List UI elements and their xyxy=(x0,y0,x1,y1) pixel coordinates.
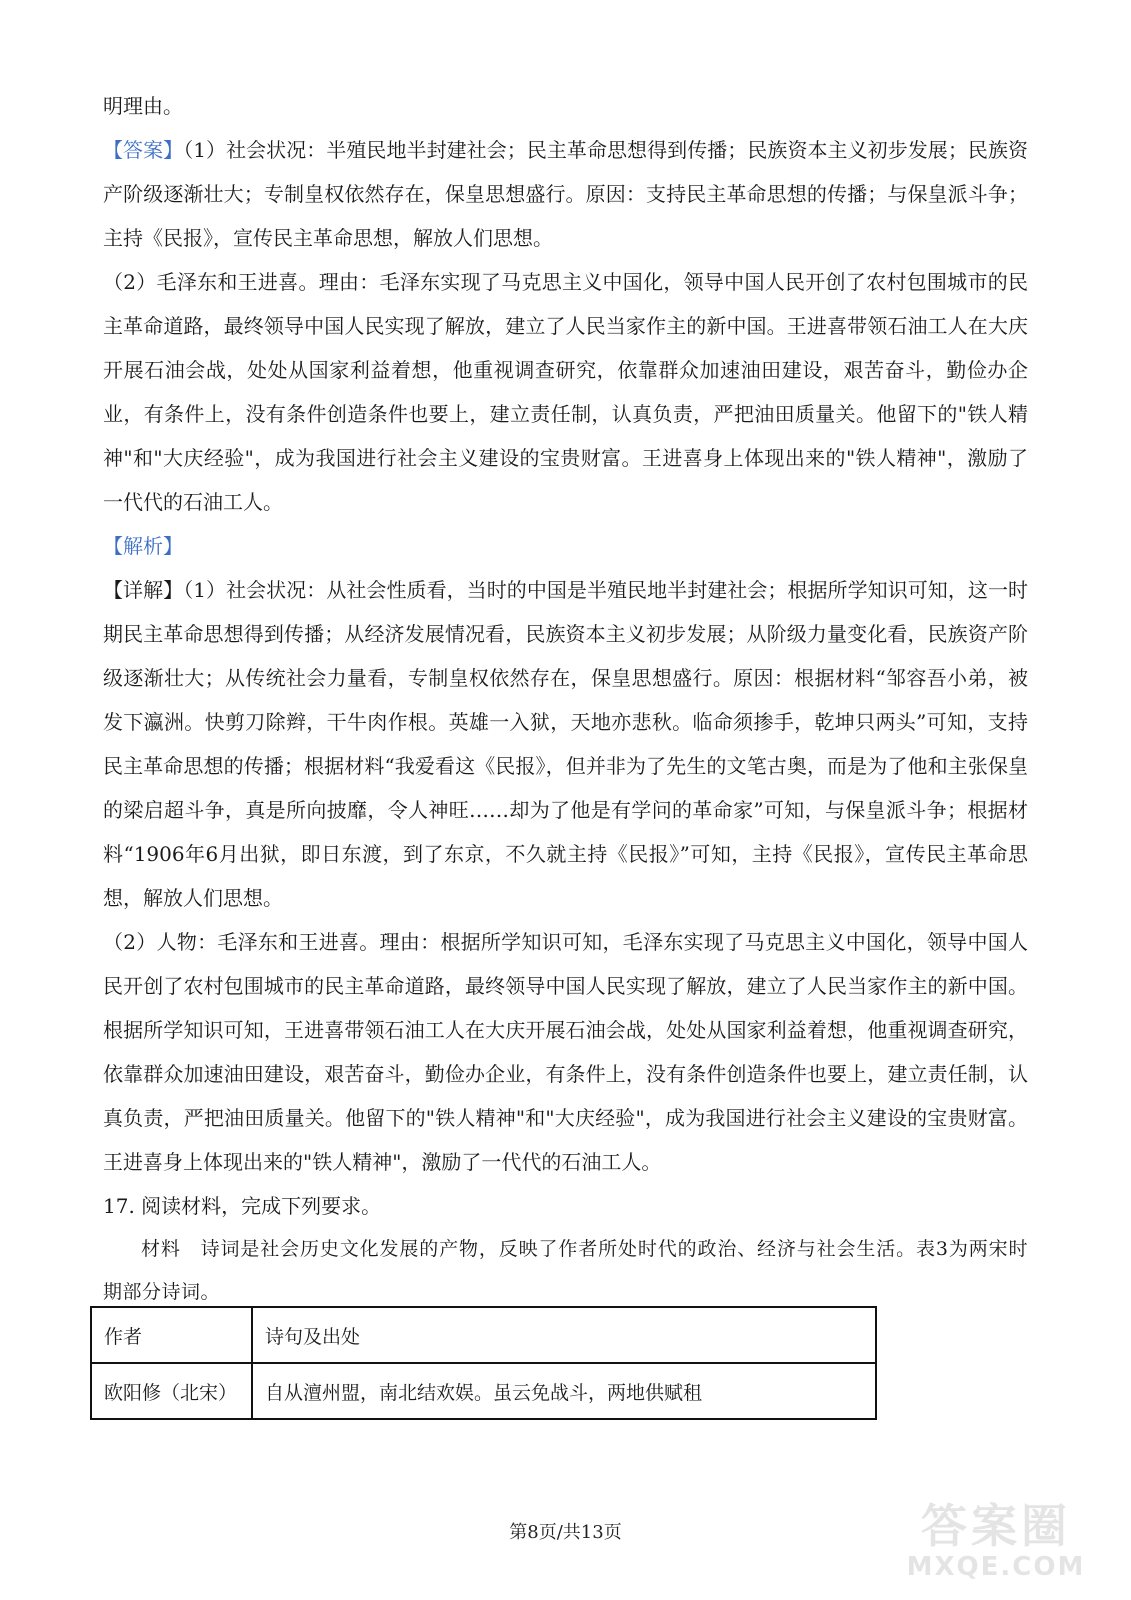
answer-part1-text: （1）社会状况：半殖民地半封建社会；民主革命思想得到传播；民族资本主义初步发展；民族资产阶级逐渐壮大；专制皇权依然存在，保皇思想盛行。原因：支持民主革命思想的传播；与保皇派斗争；主持《民报》，宣传民主革命思想，解放人们思想。 xyxy=(103,138,1028,250)
table-row xyxy=(91,1363,876,1419)
watermark-line1: 答案圈 xyxy=(921,1499,1071,1553)
detail-part1-text: （1）社会状况：从社会性质看，当时的中国是半殖民地半封建社会；根据所学知识可知，这一时期民主革命思想得到传播；从经济发展情况看，民族资本主义初步发展；从阶级力量变化看，民族资产阶级逐渐壮大；从传统社会力量看，专制皇权依然存在，保皇思想盛行。原因：根据材料“邹容吾小弟，被发下瀛洲。快剪刀除辫，干牛肉作根。英雄一入狱，天地亦悲秋。临命须掺手，乾坤只两头”可知，支持民主革命思想的传播；根据材料“我爱看这《民报》，但并非为了先生的文笔古奥，而是为了他和主张保皇的梁启超斗争，真是所向披靡，令人神旺……却为了他是有学问的革命家”可知，与保皇派斗争；根据材料“1906年6月出狱，即日东渡，到了东京，不久就主持《民报》”可知，主持《民报》，宣传民主革命思想，解放人们思想。 xyxy=(103,578,1028,910)
detail-paragraph xyxy=(103,568,1028,920)
question-17-title: 17. 阅读材料，完成下列要求。 xyxy=(103,1194,382,1218)
table-header-verse: 诗句及出处 xyxy=(252,1307,876,1363)
page-number: 第8页/共13页 xyxy=(509,1522,622,1543)
table-cell-author: 欧阳修（北宋） xyxy=(91,1363,252,1419)
table-header-author: 作者 xyxy=(91,1307,252,1363)
table-cell-verse: 自从澶州盟，南北结欢娱。虽云免战斗，两地供赋租 xyxy=(252,1363,876,1419)
answer-paragraph xyxy=(103,128,1028,260)
watermark-logo xyxy=(901,1500,1091,1590)
watermark-line2: MXQE.COM xyxy=(906,1552,1086,1582)
material-paragraph: 材料 诗词是社会历史文化发展的产物，反映了作者所处时代的政治、经济与社会生活。表3为两宋时期部分诗词。 xyxy=(103,1238,1028,1303)
answer-part2-paragraph: （2）毛泽东和王进喜。理由：毛泽东实现了马克思主义中国化，领导中国人民开创了农村包围城市的民主革命道路，最终领导中国人民实现了解放，建立了人民当家作主的新中国。王进喜带领石油工人在大庆开展石油会战，处处从国家利益着想，他重视调查研究，依靠群众加速油田建设，艰苦奋斗，勤俭办企业，有条件上，没有条件创造条件也要上，建立责任制，认真负责，严把油田质量关。他留下的"铁人精神"和"大庆经验"，成为我国进行社会主义建设的宝贵财富。王进喜身上体现出来的"铁人精神"，激励了一代代的石油工人。 xyxy=(103,270,1028,514)
table-header-row xyxy=(91,1307,876,1363)
analysis-tag: 【解析】 xyxy=(103,534,183,558)
detail-part2-paragraph: （2）人物：毛泽东和王进喜。理由：根据所学知识可知，毛泽东实现了马克思主义中国化，领导中国人民开创了农村包围城市的民主革命道路，最终领导中国人民实现了解放，建立了人民当家作主的新中国。根据所学知识可知，王进喜带领石油工人在大庆开展石油会战，处处从国家利益着想，他重视调查研究，依靠群众加速油田建设，艰苦奋斗，勤俭办企业，有条件上，没有条件创造条件也要上，建立责任制，认真负责，严把油田质量关。他留下的"铁人精神"和"大庆经验"，成为我国进行社会主义建设的宝贵财富。王进喜身上体现出来的"铁人精神"，激励了一代代的石油工人。 xyxy=(103,930,1028,1174)
detail-tag: 【详解】 xyxy=(103,578,184,602)
answer-tag: 【答案】 xyxy=(103,138,184,162)
document-body xyxy=(103,84,1028,1314)
analysis-heading xyxy=(103,524,1028,568)
paragraph-intro-end: 明理由。 xyxy=(103,94,183,118)
poem-table xyxy=(90,1306,877,1420)
